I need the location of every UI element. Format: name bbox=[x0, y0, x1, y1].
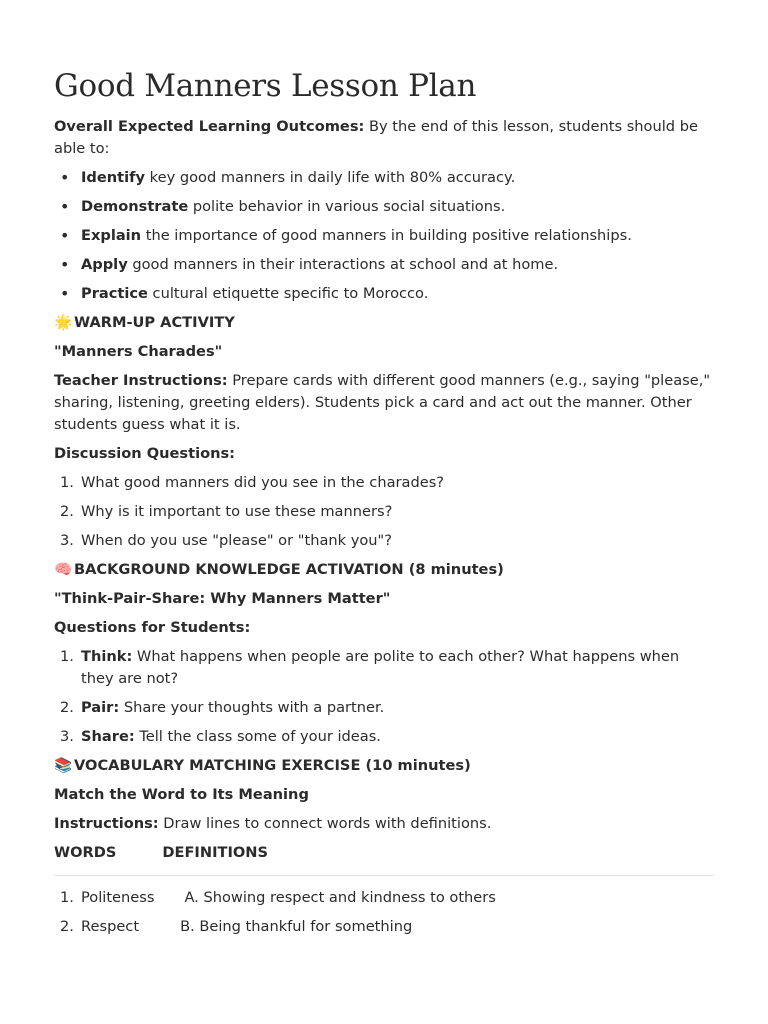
list-item bbox=[54, 167, 714, 189]
bullet-icon: • bbox=[60, 226, 70, 245]
instructions-text: Draw lines to connect words with definitions. bbox=[158, 815, 492, 832]
outcome-verb: Demonstrate bbox=[81, 198, 189, 215]
vocabulary-heading-text: VOCABULARY MATCHING EXERCISE (10 minutes) bbox=[74, 757, 471, 774]
discussion-questions-list bbox=[54, 472, 714, 552]
bullet-icon: • bbox=[60, 284, 70, 303]
background-heading bbox=[54, 559, 714, 581]
vocab-word: Politeness bbox=[81, 889, 155, 906]
think-pair-share-list bbox=[54, 646, 714, 748]
table-header bbox=[54, 842, 714, 864]
column-header-words: WORDS bbox=[54, 844, 117, 861]
list-item: 2. Pair: Share your thoughts with a partner. bbox=[60, 699, 385, 716]
list-item: 1. Think: What happens when people are polite to each other? What happens when they are not? bbox=[60, 648, 680, 687]
warmup-subtitle: "Manners Charades" bbox=[54, 343, 223, 360]
bullet-icon: • bbox=[60, 255, 70, 274]
list-item: 1. Politeness A. Showing respect and kindness to others bbox=[60, 889, 496, 906]
bullet-icon: • bbox=[60, 197, 70, 216]
instructions-text: Prepare cards with different good manners (e.g., saying "please," sharing, listening, greeting elders). Students pick a card and act out the manner. Other students guess what it is. bbox=[54, 372, 711, 433]
page-title: Good Manners Lesson Plan bbox=[54, 68, 477, 104]
outcome-text: good manners in their interactions at school and at home. bbox=[127, 256, 559, 273]
list-item bbox=[54, 254, 714, 276]
vocab-word: Respect bbox=[81, 918, 140, 935]
list-item bbox=[54, 283, 714, 305]
student-questions-label: Questions for Students: bbox=[54, 619, 251, 636]
warmup-heading-text: WARM-UP ACTIVITY bbox=[74, 314, 235, 331]
question-text: What good manners did you see in the charades? bbox=[81, 474, 445, 491]
step-label: Think: bbox=[81, 648, 133, 665]
step-text: What happens when people are polite to each other? What happens when they are not? bbox=[81, 648, 680, 687]
step-text: Share your thoughts with a partner. bbox=[119, 699, 385, 716]
books-icon: 📚 bbox=[54, 757, 73, 774]
vocabulary-list bbox=[54, 887, 714, 938]
divider bbox=[54, 875, 714, 876]
step-text: Tell the class some of your ideas. bbox=[134, 728, 381, 745]
outcome-verb: Identify bbox=[81, 169, 146, 186]
vocabulary-instructions bbox=[54, 813, 714, 835]
star-icon: 🌟 bbox=[54, 314, 73, 331]
list-item: 3. When do you use "please" or "thank you"? bbox=[60, 532, 392, 549]
outcome-text: polite behavior in various social situations. bbox=[188, 198, 506, 215]
step-label: Share: bbox=[81, 728, 135, 745]
vocab-definition: A. Showing respect and kindness to others bbox=[184, 889, 496, 906]
question-text: When do you use "please" or "thank you"? bbox=[81, 532, 392, 549]
warmup-instructions bbox=[54, 370, 714, 436]
outcome-text: cultural etiquette specific to Morocco. bbox=[147, 285, 429, 302]
list-item bbox=[54, 225, 714, 247]
list-item: 3. Share: Tell the class some of your ideas. bbox=[60, 728, 381, 745]
list-item: 2. Respect B. Being thankful for something bbox=[60, 918, 413, 935]
outcome-text: key good manners in daily life with 80% accuracy. bbox=[145, 169, 516, 186]
list-item bbox=[54, 196, 714, 218]
document-body bbox=[54, 116, 714, 945]
brain-icon: 🧠 bbox=[54, 561, 73, 578]
vocabulary-subtitle: Match the Word to Its Meaning bbox=[54, 786, 309, 803]
list-item: 1. What good manners did you see in the charades? bbox=[60, 474, 445, 491]
outcomes-paragraph bbox=[54, 116, 714, 160]
question-text: Why is it important to use these manners? bbox=[81, 503, 393, 520]
outcome-verb: Explain bbox=[81, 227, 142, 244]
outcomes-text: By the end of this lesson, students should be able to: bbox=[54, 118, 698, 157]
vocab-definition: B. Being thankful for something bbox=[180, 918, 413, 935]
background-heading-text: BACKGROUND KNOWLEDGE ACTIVATION (8 minutes) bbox=[74, 561, 504, 578]
outcomes-label: Overall Expected Learning Outcomes: bbox=[54, 118, 365, 135]
background-subtitle: "Think-Pair-Share: Why Manners Matter" bbox=[54, 590, 391, 607]
column-header-definitions: DEFINITIONS bbox=[162, 844, 269, 861]
warmup-heading bbox=[54, 312, 714, 334]
instructions-label: Teacher Instructions: bbox=[54, 372, 228, 389]
step-label: Pair: bbox=[81, 699, 120, 716]
bullet-icon: • bbox=[60, 168, 70, 187]
outcome-verb: Practice bbox=[81, 285, 148, 302]
instructions-label: Instructions: bbox=[54, 815, 159, 832]
outcome-verb: Apply bbox=[81, 256, 128, 273]
discussion-questions-label: Discussion Questions: bbox=[54, 445, 236, 462]
outcome-text: the importance of good manners in building positive relationships. bbox=[141, 227, 632, 244]
outcomes-list bbox=[54, 167, 714, 305]
list-item: 2. Why is it important to use these manners? bbox=[60, 503, 393, 520]
vocabulary-heading bbox=[54, 755, 714, 777]
